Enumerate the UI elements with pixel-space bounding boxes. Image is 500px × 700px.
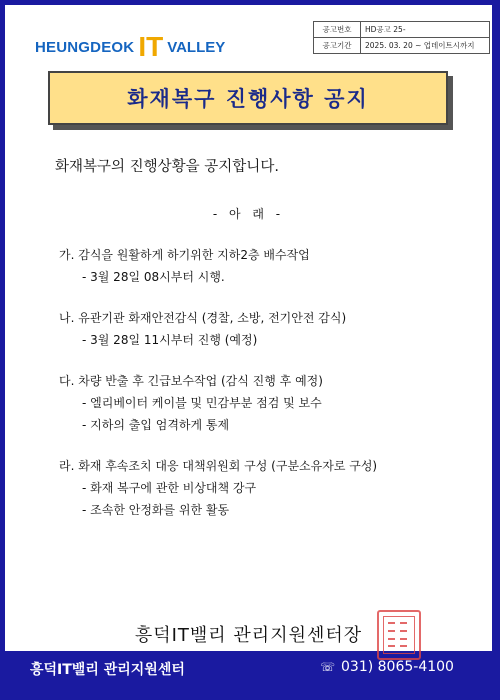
- phone-contact: [320, 659, 454, 675]
- notice-period-value: 2025. 03. 20 ~ 업데이트시까지: [361, 38, 490, 54]
- notice-number-row: [314, 22, 490, 38]
- notice-number-value: HD공고 25-: [361, 22, 490, 38]
- notice-number-label: 공고번호: [314, 22, 361, 38]
- section-item: - 화재 복구에 관한 비상대책 강구: [82, 481, 257, 495]
- logo-word-valley: VALLEY: [167, 38, 226, 56]
- section-da: [59, 371, 479, 436]
- section-item: - 엘리베이터 케이블 및 민감부분 점검 및 보수: [82, 396, 322, 410]
- section-heading: 라. 화재 후속조치 대응 대책위원회 구성 (구분소유자로 구성): [59, 459, 378, 473]
- page-title: 화재복구 진행사항 공지: [127, 87, 369, 111]
- section-na: [59, 308, 479, 351]
- section-item: - 3월 28일 11시부터 진행 (예정): [82, 333, 258, 347]
- section-item: - 조속한 안정화를 위한 활동: [82, 503, 230, 517]
- notice-sections: [59, 245, 479, 541]
- section-item: - 지하의 출입 엄격하게 통제: [82, 418, 230, 432]
- section-item: - 3월 28일 08시부터 시행.: [82, 270, 225, 284]
- logo-word-heungdeok: HEUNGDEOK: [35, 38, 135, 56]
- org-name: 흥덕IT밸리 관리지원센터: [30, 662, 185, 678]
- notice-period-label: 공고기간: [314, 38, 361, 54]
- below-marker: - 아 래 -: [212, 207, 285, 221]
- section-ga: [59, 245, 479, 288]
- intro-text: 화재복구의 진행상황을 공지합니다.: [55, 159, 279, 175]
- section-heading: 가. 감식을 원활하게 하기위한 지하2층 배수작업: [59, 248, 310, 262]
- notice-sheet: [5, 5, 492, 651]
- phone-number: 031) 8065-4100: [341, 659, 454, 675]
- heungdeok-it-valley-logo: [35, 33, 225, 61]
- bottom-contact-bar: [0, 651, 500, 700]
- section-heading: 다. 차량 반출 후 긴급보수작업 (감식 진행 후 예정): [59, 374, 323, 388]
- telephone-icon: ☏: [320, 660, 336, 674]
- section-ra: [59, 456, 479, 521]
- notice-period-row: [314, 38, 490, 54]
- signature-line: 흥덕IT밸리 관리지원센터장: [134, 625, 363, 646]
- notice-info-table: [313, 21, 490, 54]
- title-box: [48, 71, 448, 125]
- logo-it: IT: [138, 31, 164, 62]
- section-heading: 나. 유관기관 화재안전감식 (경찰, 소방, 전기안전 감식): [59, 311, 347, 325]
